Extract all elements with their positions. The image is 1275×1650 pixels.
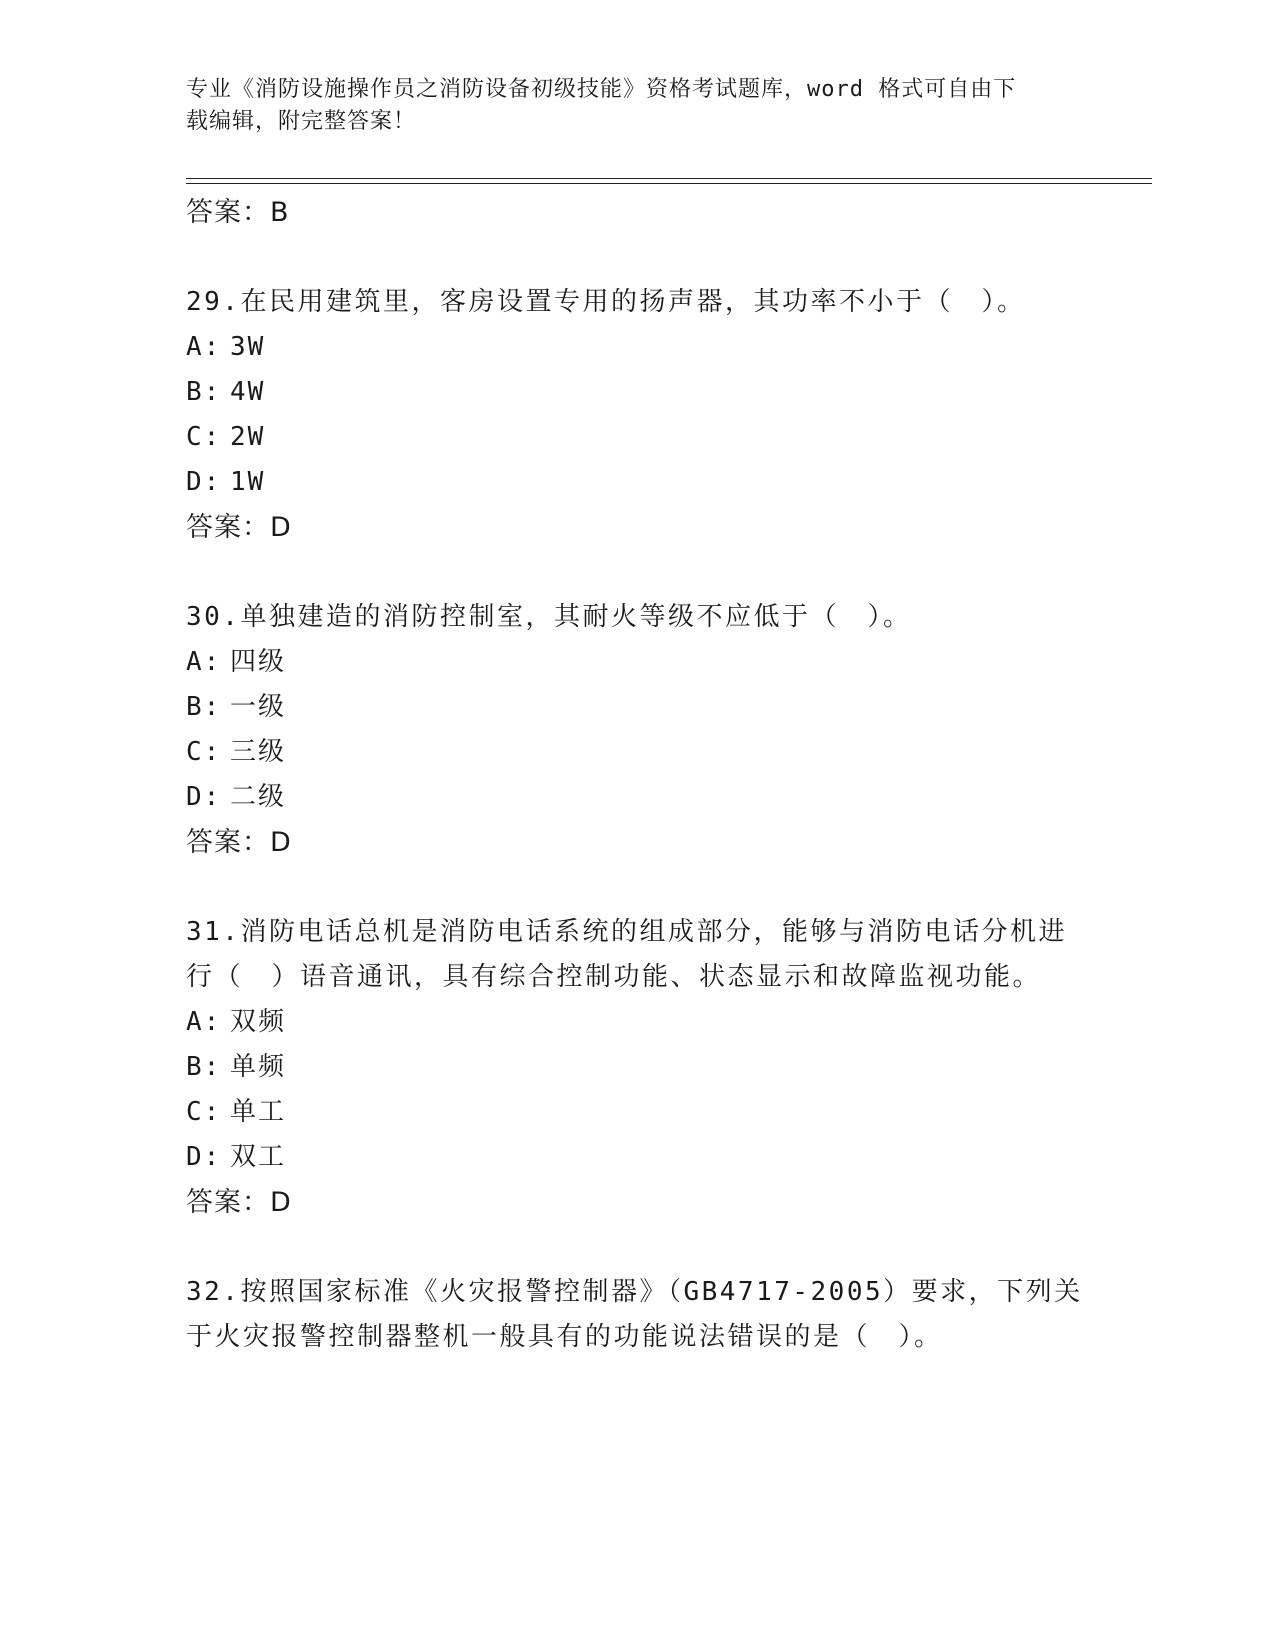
option-letter: B: <box>186 692 222 722</box>
option-text: 单频 <box>230 1052 287 1082</box>
question-stem-line-1: 32.按照国家标准《火灾报警控制器》（GB4717-2005）要求，下列关 <box>186 1277 1083 1307</box>
option-a <box>186 1000 1086 1045</box>
option-text: 一级 <box>230 692 287 722</box>
option-letter: A: <box>186 1007 222 1037</box>
header-divider-bottom <box>186 183 1152 184</box>
option-letter: D: <box>186 467 222 497</box>
option-text: 四级 <box>230 647 287 677</box>
option-c <box>186 415 1086 460</box>
option-letter: D: <box>186 1142 222 1172</box>
question-stem-line-2: 行（ ）语音通讯，具有综合控制功能、状态显示和故障监视功能。 <box>186 962 1042 992</box>
option-text: 双工 <box>230 1142 287 1172</box>
question-list <box>186 190 1086 1360</box>
option-letter: C: <box>186 737 222 767</box>
option-text: 单工 <box>230 1097 287 1127</box>
option-a <box>186 640 1086 685</box>
previous-answer: 答案：B <box>186 197 290 228</box>
option-letter: A: <box>186 332 222 362</box>
option-d <box>186 460 1086 505</box>
option-d <box>186 1135 1086 1180</box>
question-stem: 29.在民用建筑里，客房设置专用的扬声器，其功率不小于（ ）。 <box>186 287 1026 317</box>
option-a <box>186 325 1086 370</box>
option-d <box>186 775 1086 820</box>
header-divider-top <box>186 178 1152 179</box>
option-letter: B: <box>186 1052 222 1082</box>
question-stem: 30.单独建造的消防控制室，其耐火等级不应低于（ ）。 <box>186 602 912 632</box>
question-29 <box>186 280 1086 551</box>
option-c <box>186 730 1086 775</box>
option-text: 3W <box>230 332 266 362</box>
header-line-2: 载编辑，附完整答案！ <box>186 109 417 134</box>
option-b <box>186 370 1086 415</box>
question-31 <box>186 910 1086 1226</box>
option-c <box>186 1090 1086 1135</box>
option-text: 二级 <box>230 782 287 812</box>
option-letter: C: <box>186 422 222 452</box>
question-32 <box>186 1270 1086 1360</box>
option-text: 1W <box>230 467 266 497</box>
question-stem-line-2: 于火灾报警控制器整机一般具有的功能说法错误的是（ ）。 <box>186 1322 943 1352</box>
option-text: 三级 <box>230 737 287 767</box>
document-header <box>186 74 1066 138</box>
option-b <box>186 1045 1086 1090</box>
option-b <box>186 685 1086 730</box>
question-30 <box>186 595 1086 866</box>
option-letter: A: <box>186 647 222 677</box>
option-letter: D: <box>186 782 222 812</box>
option-letter: B: <box>186 377 222 407</box>
option-letter: C: <box>186 1097 222 1127</box>
option-text: 双频 <box>230 1007 287 1037</box>
answer-line: 答案：D <box>186 512 292 543</box>
question-stem-line-1: 31.消防电话总机是消防电话系统的组成部分，能够与消防电话分机进 <box>186 917 1067 947</box>
answer-line: 答案：D <box>186 827 292 858</box>
answer-line: 答案：D <box>186 1187 292 1218</box>
option-text: 4W <box>230 377 266 407</box>
option-text: 2W <box>230 422 266 452</box>
header-line-1: 专业《消防设施操作员之消防设备初级技能》资格考试题库，word 格式可自由下 <box>186 77 1017 102</box>
